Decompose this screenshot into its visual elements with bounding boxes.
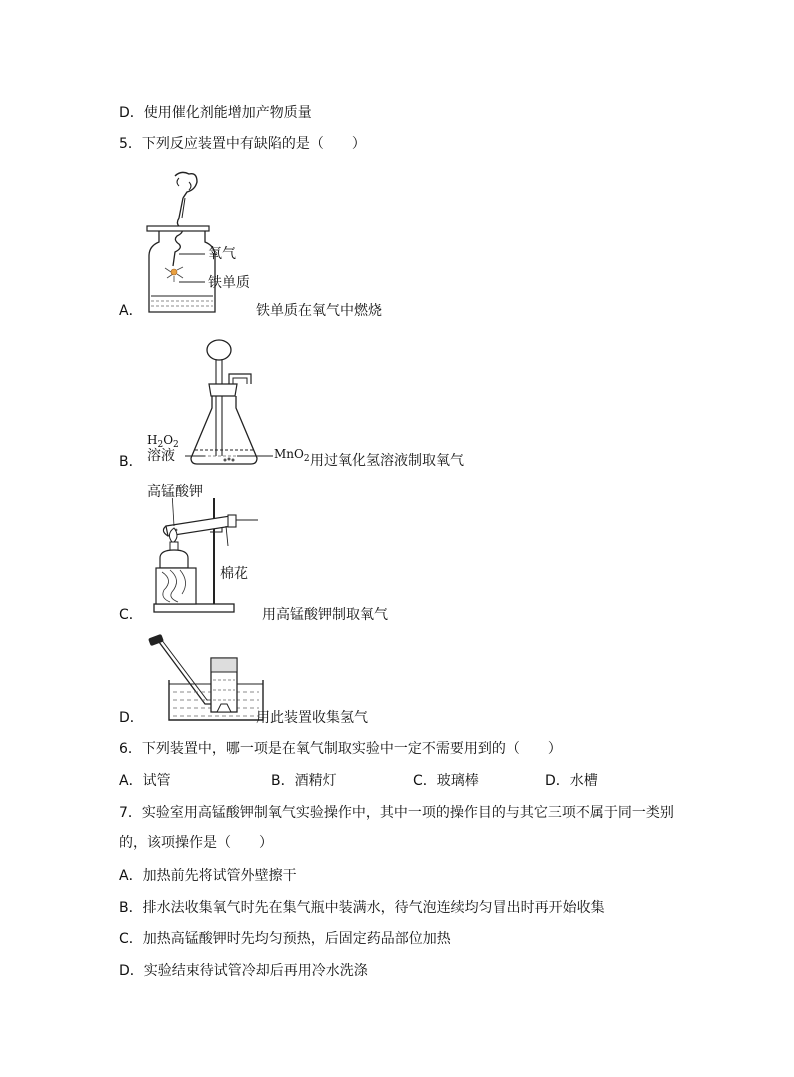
- figure-h2o2-flask: [185, 338, 275, 468]
- q5-option-c-caption: 用高锰酸钾制取氧气: [262, 607, 388, 623]
- label-kmno4: 高锰酸钾: [147, 484, 203, 500]
- iron-combustion-drawing: [145, 168, 265, 318]
- water-trough-drawing: [145, 634, 270, 724]
- q7-stem-line2: 的，该项操作是（ ）: [119, 835, 273, 851]
- figure-water-trough: [145, 634, 270, 724]
- label-iron: 铁单质: [208, 275, 250, 291]
- q5-option-a-letter: A．: [119, 303, 143, 319]
- q5-option-d-caption: 用此装置收集氢气: [256, 710, 368, 726]
- q4-option-d: D．使用催化剂能增加产物质量: [119, 105, 312, 121]
- label-mno2: MnO$_2$: [274, 447, 310, 464]
- q6-stem: 6．下列装置中，哪一项是在氧气制取实验中一定不需要用到的（ ）: [119, 741, 562, 757]
- q6-choice-a: A．试管: [119, 773, 171, 789]
- q7-option-c: C．加热高锰酸钾时先均匀预热，后固定药品部位加热: [119, 931, 451, 947]
- q7-option-a: A．加热前先将试管外壁擦干: [119, 868, 297, 884]
- q7-stem-line1: 7．实验室用高锰酸钾制氧气实验操作中，其中一项的操作目的与其它三项不属于同一类别: [119, 805, 674, 821]
- q7-option-b: B．排水法收集氧气时先在集气瓶中装满水，待气泡连续均匀冒出时再开始收集: [119, 900, 605, 916]
- q5-option-b-caption: 用过氧化氢溶液制取氧气: [310, 453, 464, 469]
- label-solution: 溶液: [147, 448, 175, 464]
- q6-choice-b: B．酒精灯: [271, 773, 337, 789]
- q5-option-d-letter: D．: [119, 710, 144, 726]
- q7-option-d: D．实验结束待试管冷却后再用冷水洗涤: [119, 963, 368, 979]
- q5-option-a-caption: 铁单质在氧气中燃烧: [256, 303, 382, 319]
- kmno4-apparatus-drawing: [150, 498, 260, 616]
- q6-choice-c: C．玻璃棒: [413, 773, 479, 789]
- figure-iron-combustion: [145, 168, 265, 318]
- h2o2-flask-drawing: [185, 338, 275, 468]
- q5-option-c-letter: C．: [119, 607, 143, 623]
- label-oxygen: 氧气: [208, 246, 236, 262]
- q5-stem: 5．下列反应装置中有缺陷的是（ ）: [119, 136, 366, 152]
- label-h2o2: $H_2O_2$: [147, 433, 179, 450]
- q5-option-b-letter: B．: [119, 454, 143, 470]
- figure-kmno4-apparatus: [150, 498, 260, 616]
- q6-choice-d: D．水槽: [545, 773, 598, 789]
- label-cotton: 棉花: [220, 566, 248, 582]
